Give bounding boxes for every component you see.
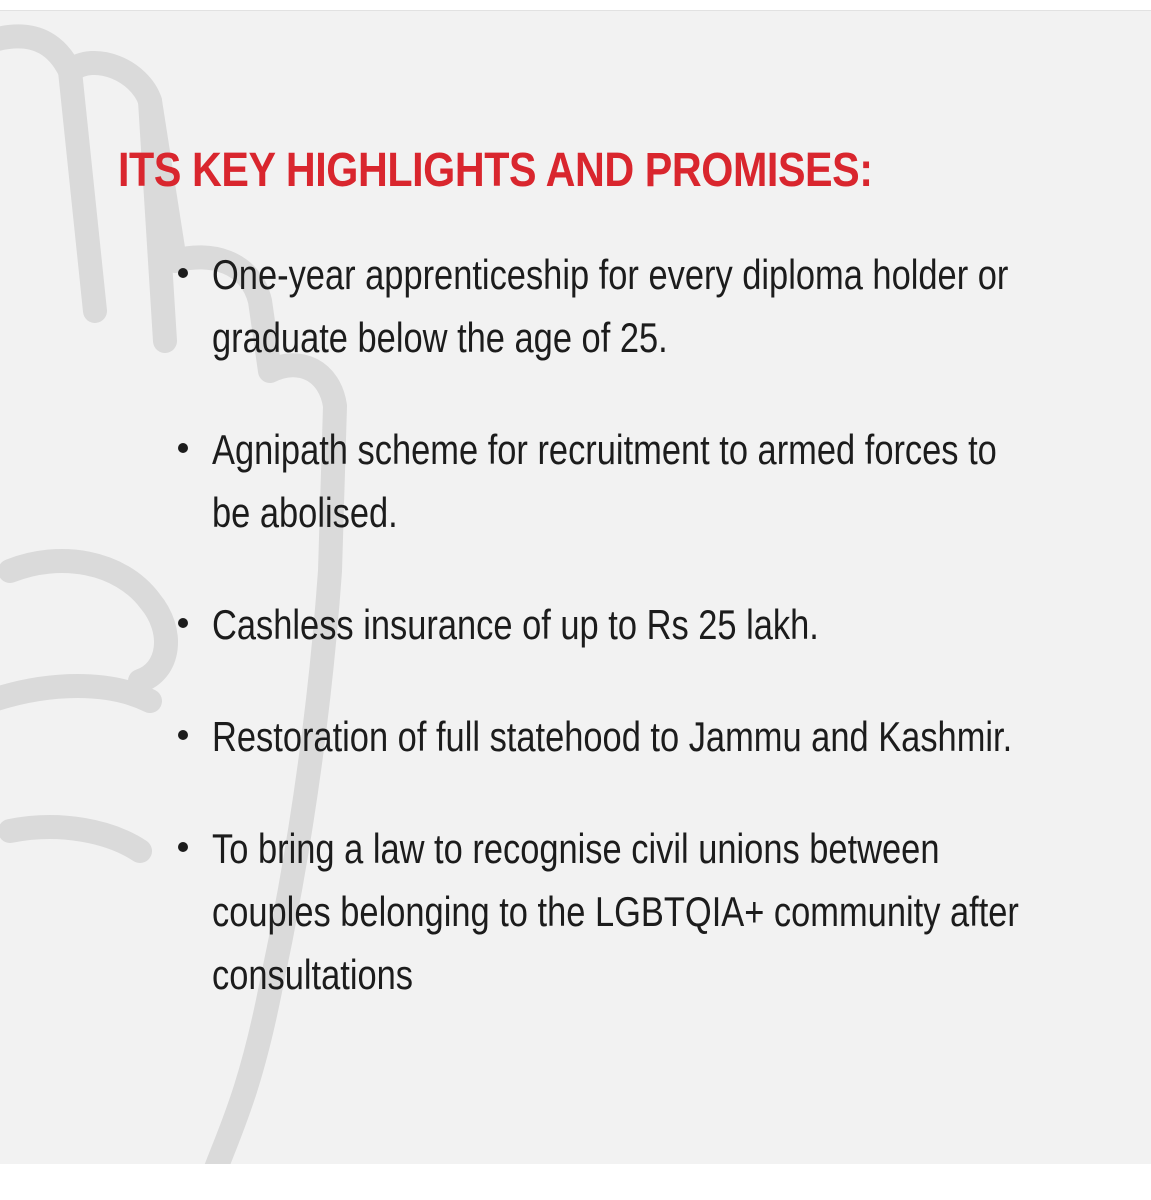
list-item: [172, 593, 1112, 656]
list-item-text: Agnipath scheme for recruitment to armed forces to be abolised.: [212, 426, 997, 536]
highlights-list: [172, 243, 1112, 1055]
list-item: [172, 418, 1112, 544]
list-item-text: To bring a law to recognise civil unions between couples belonging to the LGBTQIA+ community after consultations: [212, 825, 1019, 998]
infographic-card: [0, 11, 1151, 1164]
bullet-dot-icon: [178, 730, 188, 740]
bullet-dot-icon: [178, 618, 188, 628]
list-item-text: Cashless insurance of up to Rs 25 lakh.: [212, 601, 819, 648]
page-title: ITS KEY HIGHLIGHTS AND PROMISES:: [118, 144, 873, 197]
list-item: [172, 243, 1112, 369]
list-item: [172, 705, 1112, 768]
bullet-dot-icon: [178, 443, 188, 453]
bullet-dot-icon: [178, 842, 188, 852]
list-item-text: Restoration of full statehood to Jammu and Kashmir.: [212, 713, 1013, 760]
list-item-text: One-year apprenticeship for every diploma holder or graduate below the age of 25.: [212, 251, 1009, 361]
bottom-margin: [0, 1164, 1151, 1200]
bullet-dot-icon: [178, 268, 188, 278]
list-item: [172, 817, 1112, 1006]
top-divider: [0, 0, 1151, 11]
